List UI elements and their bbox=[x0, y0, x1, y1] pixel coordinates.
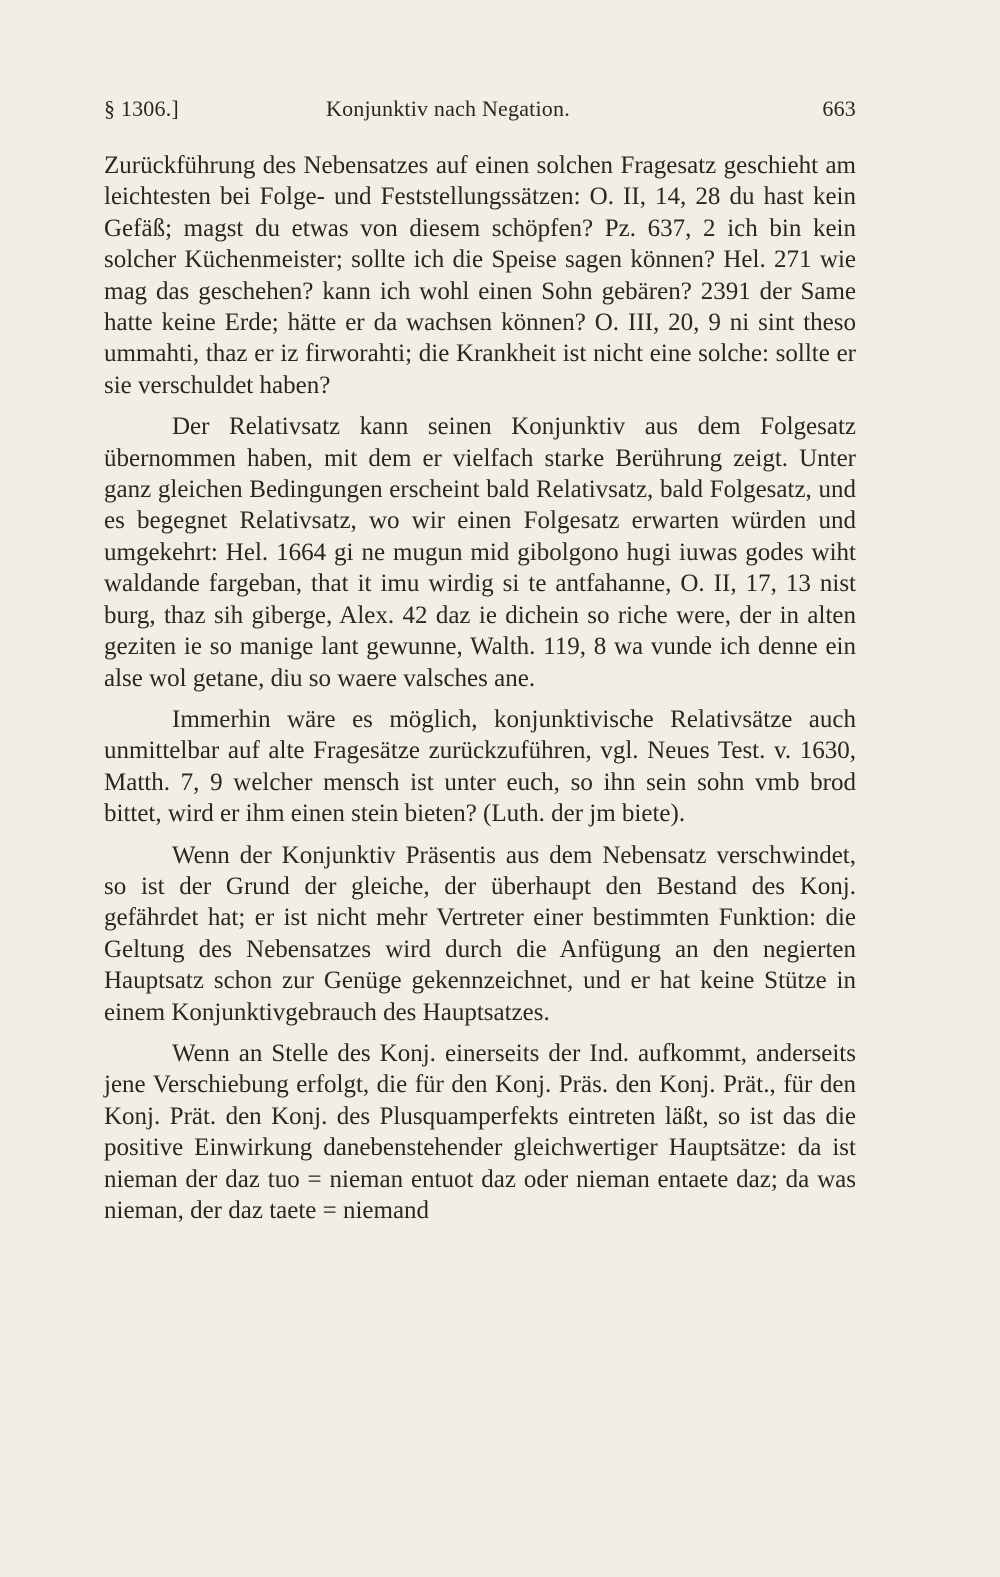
running-head bbox=[104, 96, 856, 132]
paragraph: Wenn der Konjunktiv Präsentis aus dem Nebensatz verschwindet, so ist der Grund der gleiche, der überhaupt den Bestand des Konj. gefährdet hat; er ist nicht mehr Vertreter einer bestimmten Funktion: die Geltung des Nebensatzes wird durch die Anfügung an den negierten Hauptsatz schon zur Genüge gekennzeichnet, und er hat keine Stütze in einem Konjunktivgebrauch des Hauptsatzes. bbox=[104, 841, 856, 1026]
paragraph: Der Relativsatz kann seinen Konjunktiv aus dem Folgesatz übernommen haben, mit dem er vielfach starke Berührung zeigt. Unter ganz gleichen Bedingungen erscheint bald Relativsatz, bald Folgesatz, und es begegnet Relativsatz, wo wir einen Folgesatz erwarten würden und umgekehrt: Hel. 1664 gi ne mugun mid gibolgono hugi iuwas godes wiht waldande fargeban, that it imu wirdig si te antfahanne, O. II, 17, 13 nist burg, thaz sih giberge, Alex. 42 daz ie dichein so riche were, der in alten geziten ie so manige lant gewunne, Walth. 119, 8 wa vunde ich denne ein alse wol getane, diu so waere valsches ane. bbox=[104, 413, 856, 692]
body-text bbox=[104, 150, 856, 1226]
chapter-title: Konjunktiv nach Negation. bbox=[326, 96, 570, 121]
paragraph: Wenn an Stelle des Konj. einerseits der Ind. aufkommt, anderseits jene Verschiebung erfolgt, die für den Konj. Präs. den Konj. Prät., für den Konj. Prät. den Konj. des Plusquamperfekts eintreten läßt, so ist das die positive Einwirkung danebenstehender gleichwertiger Hauptsätze: da ist nieman der daz tuo = nieman entuot daz oder nieman entaete daz; da was nieman, der daz taete = niemand bbox=[104, 1039, 856, 1224]
paragraph: Immerhin wäre es möglich, konjunktivische Relativsätze auch unmittelbar auf alte Fragesätze zurückzuführen, vgl. Neues Test. v. 1630, Matth. 7, 9 welcher mensch ist unter euch, so ihn sein sohn vmb brod bittet, wird er ihm einen stein bieten? (Luth. der jm biete). bbox=[104, 705, 856, 828]
section-number: § 1306.] bbox=[104, 96, 179, 121]
paragraph: Zurückführung des Nebensatzes auf einen solchen Fragesatz geschieht am leichtesten bei Folge- und Feststellungssätzen: O. II, 14, 28 du hast kein Gefäß; magst du etwas von diesem schöpfen? Pz. 637, 2 ich bin kein solcher Küchenmeister; sollte ich die Speise sagen können? Hel. 271 wie mag das geschehen? kann ich wohl einen Sohn gebären? 2391 der Same hatte keine Erde; hätte er da wachsen können? O. III, 20, 9 ni sint theso ummahti, thaz er iz firworahti; die Krankheit ist nicht eine solche: sollte er sie verschuldet haben? bbox=[104, 152, 856, 399]
page-number: 663 bbox=[822, 96, 856, 121]
